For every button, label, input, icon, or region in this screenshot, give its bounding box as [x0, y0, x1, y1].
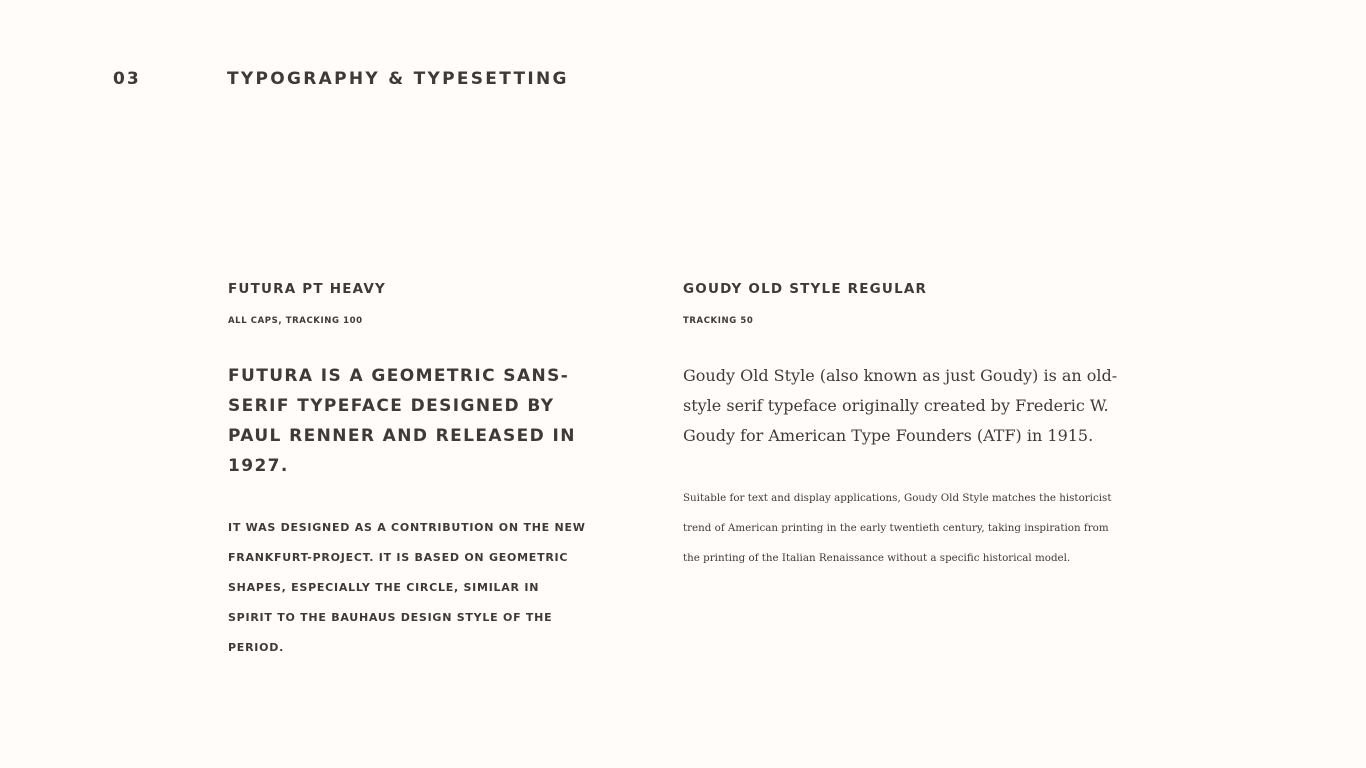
- futura-spec: ALL CAPS, TRACKING 100: [228, 316, 363, 326]
- futura-specimen: [228, 278, 598, 663]
- section-title: TYPOGRAPHY & TYPESETTING: [227, 69, 569, 89]
- goudy-body-text: Suitable for text and display applications, Goudy Old Style matches the historicist trend of American printing in the early twentieth century, taking inspiration from the printing of the Italian Renaissance without a specific historical model.: [683, 492, 1112, 564]
- goudy-spec: TRACKING 50: [683, 316, 754, 326]
- futura-typeface-name: FUTURA PT HEAVY: [228, 281, 386, 297]
- futura-body-text: IT WAS DESIGNED AS A CONTRIBUTION ON THE NEW FRANKFURT-PROJECT. IT IS BASED ON GEOMETRIC SHAPES, ESPECIALLY THE CIRCLE, SIMILAR IN SPIRIT TO THE BAUHAUS DESIGN STYLE OF THE PERIOD.: [228, 521, 586, 654]
- futura-lead-text: FUTURA IS A GEOMETRIC SANS-SERIF TYPEFACE DESIGNED BY PAUL RENNER AND RELEASED IN 1927.: [228, 366, 576, 476]
- goudy-specimen: [683, 278, 1133, 573]
- goudy-lead-text: Goudy Old Style (also known as just Goudy) is an old-style serif typeface originally created by Frederic W. Goudy for American Type Founders (ATF) in 1915.: [683, 366, 1118, 445]
- section-number: 03: [113, 69, 141, 89]
- goudy-typeface-name: GOUDY OLD STYLE REGULAR: [683, 281, 928, 297]
